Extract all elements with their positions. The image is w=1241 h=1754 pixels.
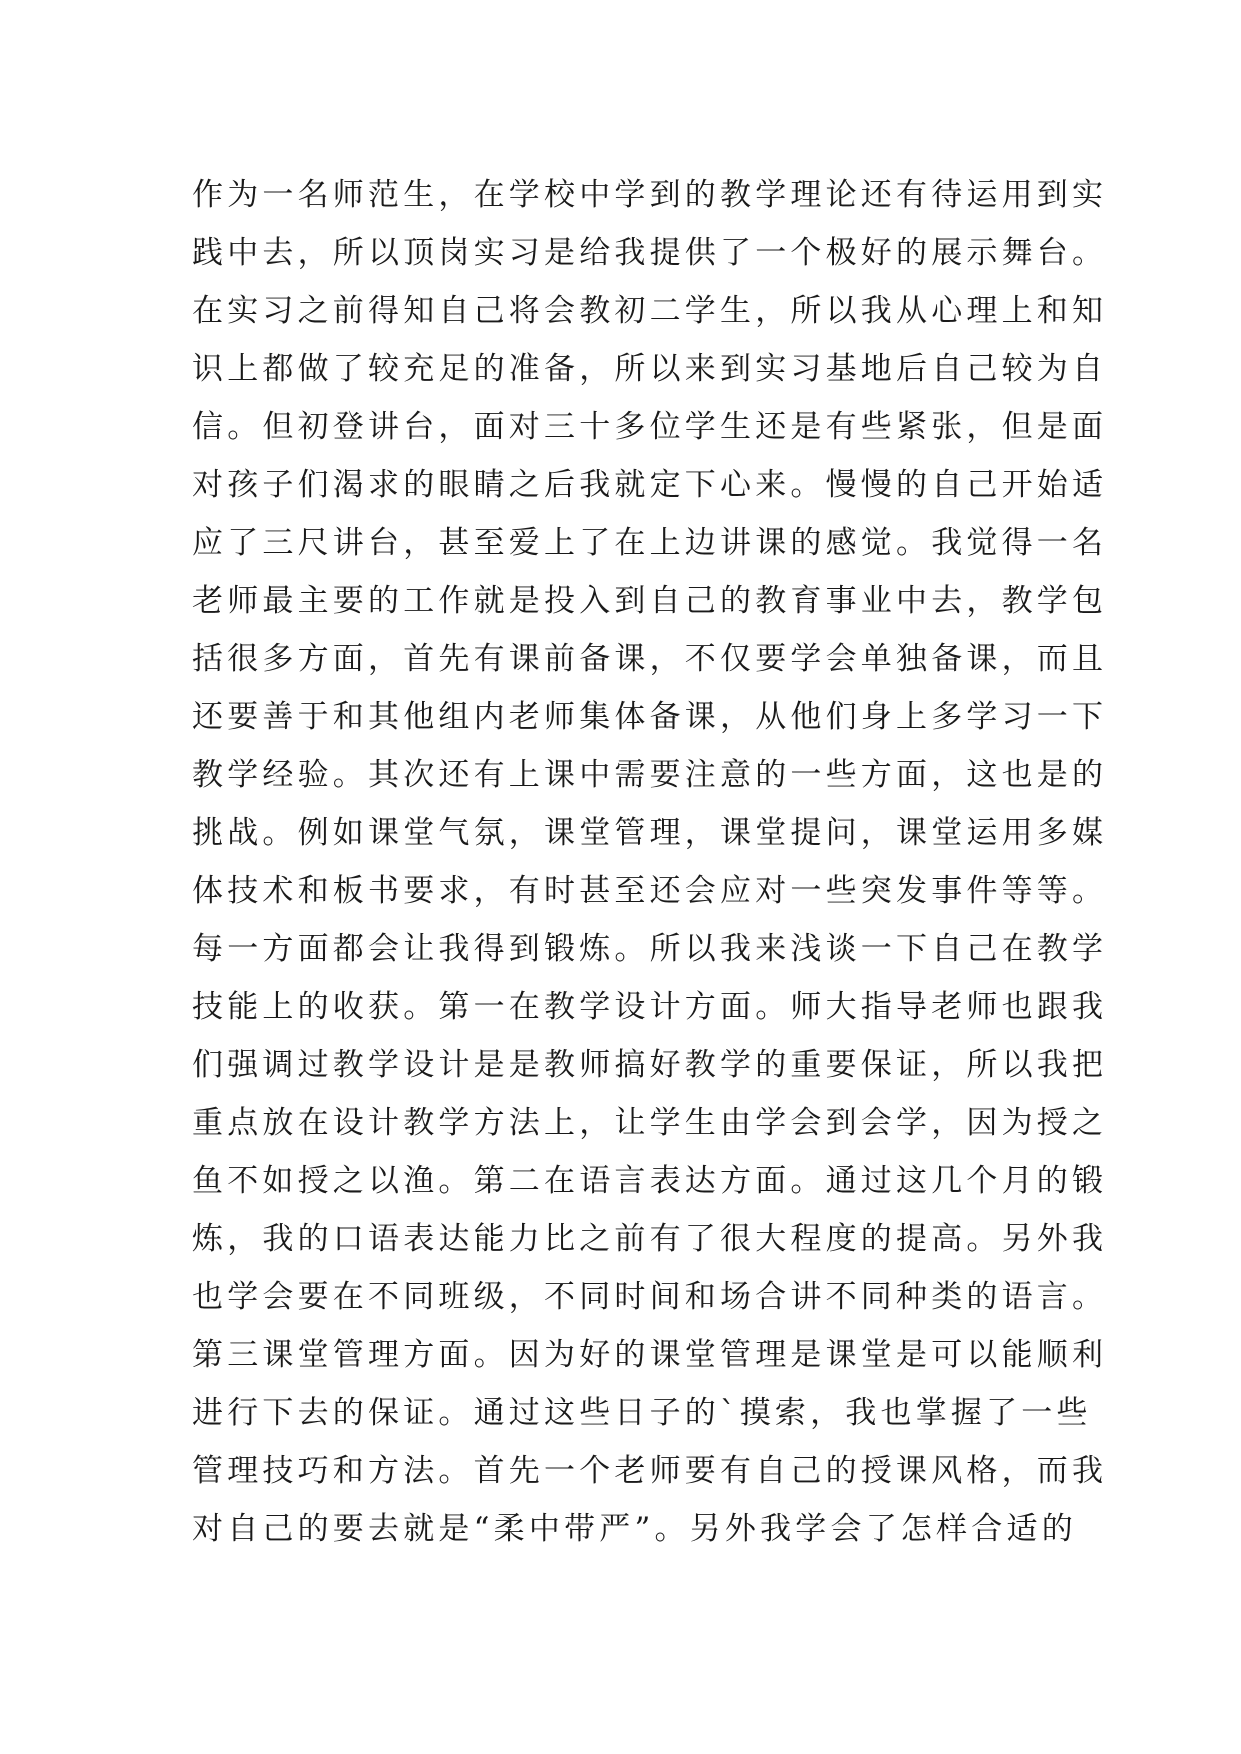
text-line: 践中去，所以顶岗实习是给我提供了一个极好的展示舞台。 [192,235,1108,271]
text-line: 对自己的要去就是“柔中带严”。另外我学会了怎样合适的 [192,1511,1077,1547]
text-line: 每一方面都会让我得到锻炼。所以我来浅谈一下自己在教学 [192,931,1108,967]
text-line: 也学会要在不同班级，不同时间和场合讲不同种类的语言。 [192,1279,1108,1315]
text-line: 第三课堂管理方面。因为好的课堂管理是课堂是可以能顺利 [192,1337,1108,1373]
text-line: 技能上的收获。第一在教学设计方面。师大指导老师也跟我 [192,989,1108,1025]
text-line: 们强调过教学设计是是教师搞好教学的重要保证，所以我把 [192,1047,1108,1083]
text-line: 教学经验。其次还有上课中需要注意的一些方面，这也是的 [192,757,1108,793]
text-line: 重点放在设计教学方法上，让学生由学会到会学，因为授之 [192,1105,1108,1141]
text-line: 在实习之前得知自己将会教初二学生，所以我从心理上和知 [192,293,1108,329]
text-line: 老师最主要的工作就是投入到自己的教育事业中去，教学包 [192,583,1108,619]
body-paragraph [192,166,1108,1558]
text-line: 管理技巧和方法。首先一个老师要有自己的授课风格，而我 [192,1453,1108,1489]
text-line: 作为一名师范生，在学校中学到的教学理论还有待运用到实 [192,177,1108,213]
text-line: 挑战。例如课堂气氛，课堂管理，课堂提问，课堂运用多媒 [192,815,1108,851]
text-line: 识上都做了较充足的准备，所以来到实习基地后自己较为自 [192,351,1108,387]
text-line: 还要善于和其他组内老师集体备课，从他们身上多学习一下 [192,699,1108,735]
text-line: 炼，我的口语表达能力比之前有了很大程度的提高。另外我 [192,1221,1108,1257]
text-line: 应了三尺讲台，甚至爱上了在上边讲课的感觉。我觉得一名 [192,525,1108,561]
text-line: 体技术和板书要求，有时甚至还会应对一些突发事件等等。 [192,873,1108,909]
text-line: 括很多方面，首先有课前备课，不仅要学会单独备课，而且 [192,641,1108,677]
text-line: 对孩子们渴求的眼睛之后我就定下心来。慢慢的自己开始适 [192,467,1108,503]
text-line: 鱼不如授之以渔。第二在语言表达方面。通过这几个月的锻 [192,1163,1108,1199]
text-line: 信。但初登讲台，面对三十多位学生还是有些紧张，但是面 [192,409,1108,445]
text-line: 进行下去的保证。通过这些日子的`摸索，我也掌握了一些 [192,1395,1092,1431]
